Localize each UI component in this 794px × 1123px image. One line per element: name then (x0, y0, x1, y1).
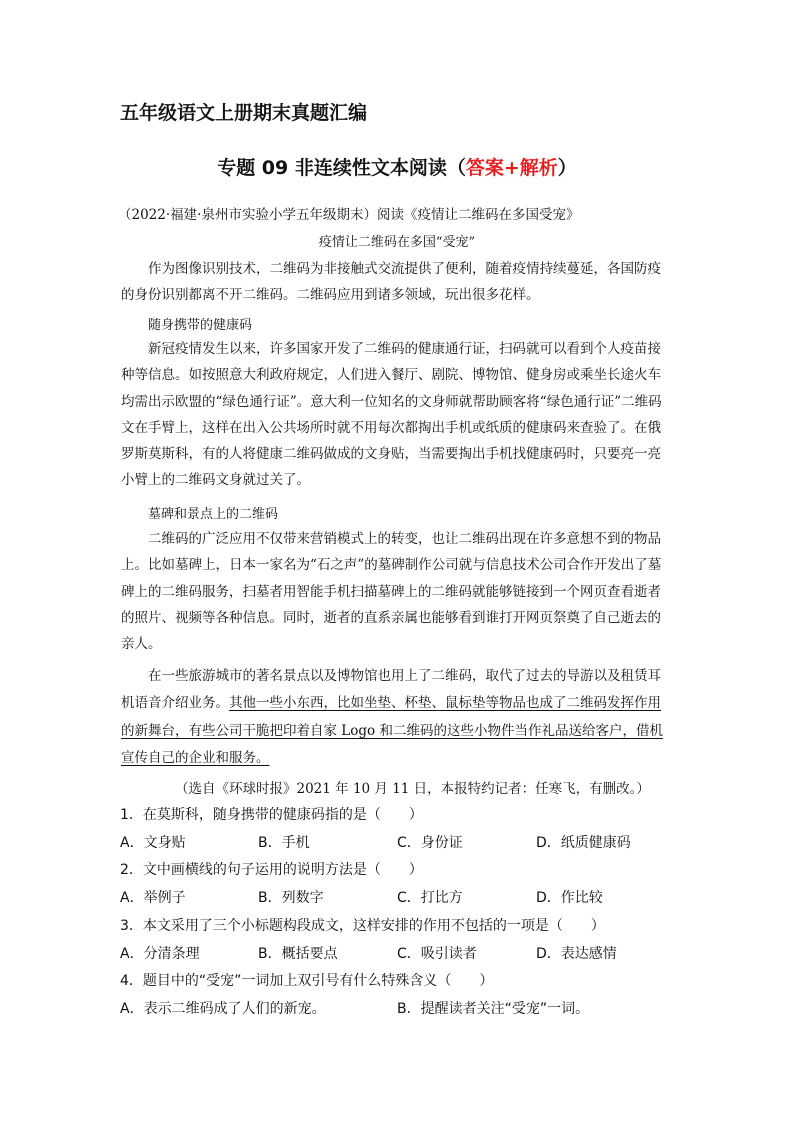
document-title: 五年级语文上册期末真题汇编 (120, 102, 368, 124)
question-1-option-b[interactable]: B．手机 (258, 835, 310, 851)
topic-title (0, 153, 794, 180)
question-4-option-a[interactable]: A．表示二维码成了人们的新宠。 (120, 1001, 326, 1017)
question-2-stem: 2．文中画横线的句子运用的说明方法是（ ） (120, 862, 423, 878)
paragraph-4-text: 机语音介绍业务。 (121, 695, 229, 711)
question-2-option-d[interactable]: D．作比较 (536, 890, 603, 906)
subheading-tombstone-code: 墓碑和景点上的二维码 (148, 507, 279, 522)
topic-title-answer-tag: 答案+解析 (465, 157, 558, 179)
article-paragraph-3: 二维码的广泛应用不仅带来营销模式上的转变，也让二维码出现在许多意想不到的物品上。比如墓碑上，日本一家名为“石之声”的墓碑制作公司就与信息技术公司合作开发出了墓碑上的二维码服务，扫墓者用智能手机扫描墓碑上的二维码就能够链接到一个网页查看逝者的照片、视频等各种信息。同时，逝者的直系亲属也能够看到谁打开网页祭奠了自己逝去的亲人。 (121, 531, 662, 653)
article-paragraph-1: 作为图像识别技术，二维码为非接触式交流提供了便利，随着疫情持续蔓延，各国防疫的身份识别都离不开二维码。二维码应用到诸多领域，玩出很多花样。 (121, 261, 661, 304)
article-paragraph-2: 新冠疫情发生以来，许多国家开发了二维码的健康通行证，扫码就可以看到个人疫苗接种等信息。如按照意大利政府规定，人们进入餐厅、剧院、博物馆、健身房或乘坐长途火车均需出示欧盟的“绿色通行证”。意大利一位知名的文身师就帮助顾客将“绿色通行证”二维码文在手臂上，这样在出入公共场所时就不用每次都掏出手机或纸质的健康码来查验了。在俄罗斯莫斯科，有的人将健康二维码做成的文身贴，当需要掏出手机找健康码时，只要亮一亮小臂上的二维码文身就过关了。 (121, 341, 662, 489)
question-2-option-c[interactable]: C．打比方 (397, 890, 463, 906)
topic-title-suffix: ） (557, 157, 577, 179)
question-3-option-b[interactable]: B．概括要点 (258, 946, 338, 962)
question-3-option-c[interactable]: C．吸引读者 (397, 946, 477, 962)
underlined-sentence-line-3: 宣传自己的企业和服务。 (121, 750, 270, 766)
question-3-option-a[interactable]: A．分清条理 (120, 946, 200, 962)
subheading-health-code: 随身携带的健康码 (148, 318, 253, 333)
question-1-option-d[interactable]: D．纸质健康码 (536, 835, 631, 851)
article-paragraph-4-line-1: 在一些旅游城市的著名景点以及博物馆也用上了二维码，取代了过去的导游以及租赁耳 (148, 668, 661, 684)
topic-title-prefix: 专题 09 非连续性文本阅读（ (217, 157, 466, 179)
question-2-option-a[interactable]: A．举例子 (120, 890, 186, 906)
question-1-option-a[interactable]: A．文身贴 (120, 835, 186, 851)
underlined-sentence-line-2: 的新舞台，有些公司干脆把印着自家 Logo 和二维码的这些小物件当作礼品送给客户，借机 (121, 723, 663, 739)
question-2-option-b[interactable]: B．列数字 (258, 890, 324, 906)
article-title: 疫情让二维码在多国“受宠” (318, 235, 476, 250)
article-paragraph-4-line-2 (121, 691, 661, 711)
source-line: （2022·福建·泉州市实验小学五年级期末）阅读《疫情让二维码在多国受宠》 (118, 207, 580, 223)
question-1-option-c[interactable]: C．身份证 (397, 835, 463, 851)
question-1-stem: 1．在莫斯科，随身携带的健康码指的是（ ） (120, 807, 423, 823)
question-3-option-d[interactable]: D．表达感情 (536, 946, 617, 962)
question-4-stem: 4．题目中的“受宠”一词加上双引号有什么特殊含义（ ） (120, 973, 494, 989)
article-credit: （选自《环球时报》2021 年 10 月 11 日，本报特约记者：任寒飞，有删改。） (175, 781, 650, 797)
question-3-stem: 3．本文采用了三个小标题构段成文，这样安排的作用不包括的一项是（ ） (120, 918, 605, 934)
underlined-sentence: 其他一些小东西，比如坐垫、杯垫、鼠标垫等物品也成了二维码发挥作用 (229, 695, 661, 711)
question-4-option-b[interactable]: B．提醒读者关注“受宠”一词。 (397, 1001, 590, 1017)
